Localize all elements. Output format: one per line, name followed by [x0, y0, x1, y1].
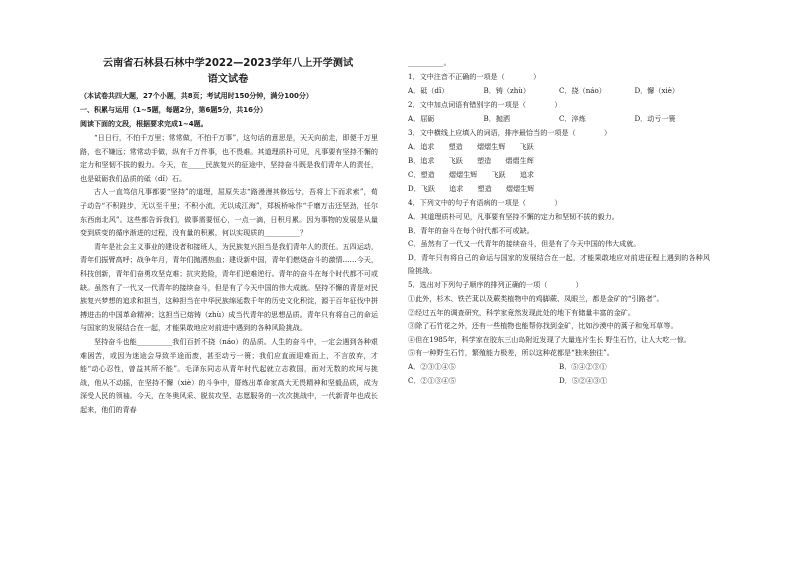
option[interactable]: B．⑤④②③①	[559, 361, 607, 371]
option[interactable]: B．铸（zhù）	[483, 86, 530, 95]
passage-paragraph-4: 坚持奋斗也能__________我们百折不挠（náo）的品质。人生的奋斗中，一定会遇到各种艰难困苦，或因为迷途会导致半途而废，甚至动亏一篑；我们应直面迎难而上，不言放弃，才能“动心忍性，曾益其所不能”。毛泽东同志从青年时代起就立志救国，面对无数的坎坷与挑战，他从不动摇，在坚持不懈（xiè）的斗争中，厝炼出革命家高大无畏精神和坚毅品质，成为深受人民的领袖。今天，在冬奥风采、脱贫攻坚、志愿服务的一次次挑战中，一代新青年也成长起来，他们的青春	[80, 336, 378, 414]
passage-paragraph-1: “日日行，不怕千万里；常常做，不怕千万事”，这句话的意思是，天天向前走，即便千万里路，也不嫌远；常常动手做，纵有千万件事，也不畏难。其道理质朴可见，凡事要有坚持不懈的定力和坚韧不拔的毅力。今天，在_____民族复兴的征途中，坚持奋斗既是我们青年人的责任，也是砥砺我们品质的砥（dǐ）石。	[80, 133, 378, 183]
reading-instruction: 阅读下面的文段，根据要求完成1~4题。	[80, 120, 208, 128]
question-5-options	[408, 360, 710, 388]
option[interactable]: C．淬炼	[559, 114, 586, 123]
option[interactable]: D．青年只有将自己的命运与国家的发展结合在一起，才能果敢地应对前进征程上遇到的各种风险挑战。	[408, 252, 710, 276]
question-4-stem: 4．下列文中的句子有语病的一项是（ ）	[408, 198, 562, 207]
section-heading: 一、积累与运用（1~5题，每题2分，第6题5分，共16分）	[80, 106, 267, 114]
option[interactable]: C．虽然有了一代又一代青年的接续奋斗，但是有了今天中国的伟大成就。	[408, 239, 641, 249]
question-1-options	[408, 84, 710, 98]
option[interactable]: A．追求 塑造 熠熠生辉 飞跃	[408, 142, 534, 151]
option[interactable]: C．塑造 熠熠生辉 飞跃 追求	[408, 170, 535, 179]
option[interactable]: D．懈（xiè）	[634, 86, 680, 95]
passage-paragraph-3: 青年是社会主义事业的建设者和接班人，为民族复兴担当是我们青年人的责任。五四运动，青年们振臂高呼；战争年月，青年们抛洒热血；建设新中国，青年们燃烧奋斗的激情……今天，科技创新，青年们奋勇攻坚克难；抗灾抢险，青年们逆难逆行。青年的奋斗在每个时代都不可或缺。虽然有了一代又一代青年的接续奋斗，但是有了今天中国的伟大成就。坚持不懈的青是对民族复兴梦想的追求和担当，这种担当在中华民族绵延数千年的历史文化积淀，源于百年征伐中拼搏进击的中国革命精神；这担当已熔铸（zhù）成当代青年的思想品质。青年只有将自己的命运与国家的发展结合在一起，才能果敢地应对前进中遇到的各种风险挑战。	[80, 241, 378, 333]
passage-paragraph-2: 古人一直笃信凡事都要“坚持”的道理，屈原失志“路漫漫其修远兮，吾将上下而求索”，荀子动告“不积跬步，无以至千里；不积小流，无以成江海”，郑板桥咏作“千磨万击还坚劲，任尔东西南北风”。这些都告诉我们，做事需要恒心，一点一滴，日积月累。因为事物的发展是从量变到质变的循序渐进的过程，没有量的积累，何以实现质的__________？	[80, 187, 378, 238]
question-5-stem: 5．选出对下列句子顺序的排列正确的一项（ ）	[408, 279, 583, 289]
option[interactable]: D．飞跃 追求 塑造 熠熠生辉	[408, 184, 535, 193]
option[interactable]: C．②①③④⑤	[408, 375, 456, 385]
passage-continuation: __________。	[408, 58, 451, 67]
question-1-stem: 1．文中注音不正确的一项是（ ）	[408, 72, 541, 81]
question-4-options	[408, 210, 710, 278]
sentence: ②经过五年的调查研究，科学家竟然发现此处的地下有储量丰富的金矿。	[408, 307, 635, 317]
title-line-2: 语文试卷	[207, 74, 249, 85]
question-3-options	[408, 140, 710, 196]
question-2-options	[408, 112, 710, 126]
exam-note: （本试卷共四大题，27个小题，共8页；考试用时150分钟，满分100分）	[80, 92, 313, 100]
option[interactable]: A．②③①④⑤	[408, 361, 456, 371]
option[interactable]: A．屈砺	[408, 114, 435, 123]
question-2-stem: 2．文中加点词语有错别字的一项是（ ）	[408, 100, 562, 109]
question-3-stem: 3．文中横线上应填入的词语，排序最恰当的一项是（ ）	[408, 128, 612, 137]
question-5-sentences	[408, 292, 710, 360]
right-column	[408, 56, 710, 388]
sentence: ③除了石竹花之外，还有一些植物也能帮你找到金矿，比如沙漠中的蒿子和兔耳草等。	[408, 321, 678, 331]
option[interactable]: C．挠（náo）	[559, 86, 606, 95]
option[interactable]: B．追求 飞跃 塑造 熠熠生辉	[408, 156, 534, 165]
option[interactable]: A．其道理质朴可见，凡事要有坚持不懈的定力和坚韧不拔的毅力。	[408, 212, 619, 221]
sentence: ⑤有一种野生石竹，繁殖能力极差，所以这种花都是“独来独往”。	[408, 348, 614, 358]
sentence: ①此外，杉木、铁芒萁以及蕨类植物中的鸡脚蕨、凤眼兰，都是金矿的“引路者”。	[408, 293, 664, 303]
option[interactable]: B．抛洒	[483, 114, 510, 123]
option[interactable]: D．⑤②④③①	[559, 375, 608, 385]
option[interactable]: B．青年的奋斗在每个时代都不可或缺。	[408, 225, 534, 235]
left-column	[80, 90, 378, 416]
exam-title	[78, 56, 378, 88]
title-line-1: 云南省石林县石林中学2022—2023学年八上开学测试	[102, 58, 354, 69]
option[interactable]: D．动亏一篑	[634, 114, 676, 123]
option[interactable]: A．砥（dǐ）	[408, 86, 449, 95]
sentence: ④但在1985年，科学家在胶东三山岛附近发现了大量连片生长 野生石竹，让人大吃一惊。	[408, 334, 691, 344]
